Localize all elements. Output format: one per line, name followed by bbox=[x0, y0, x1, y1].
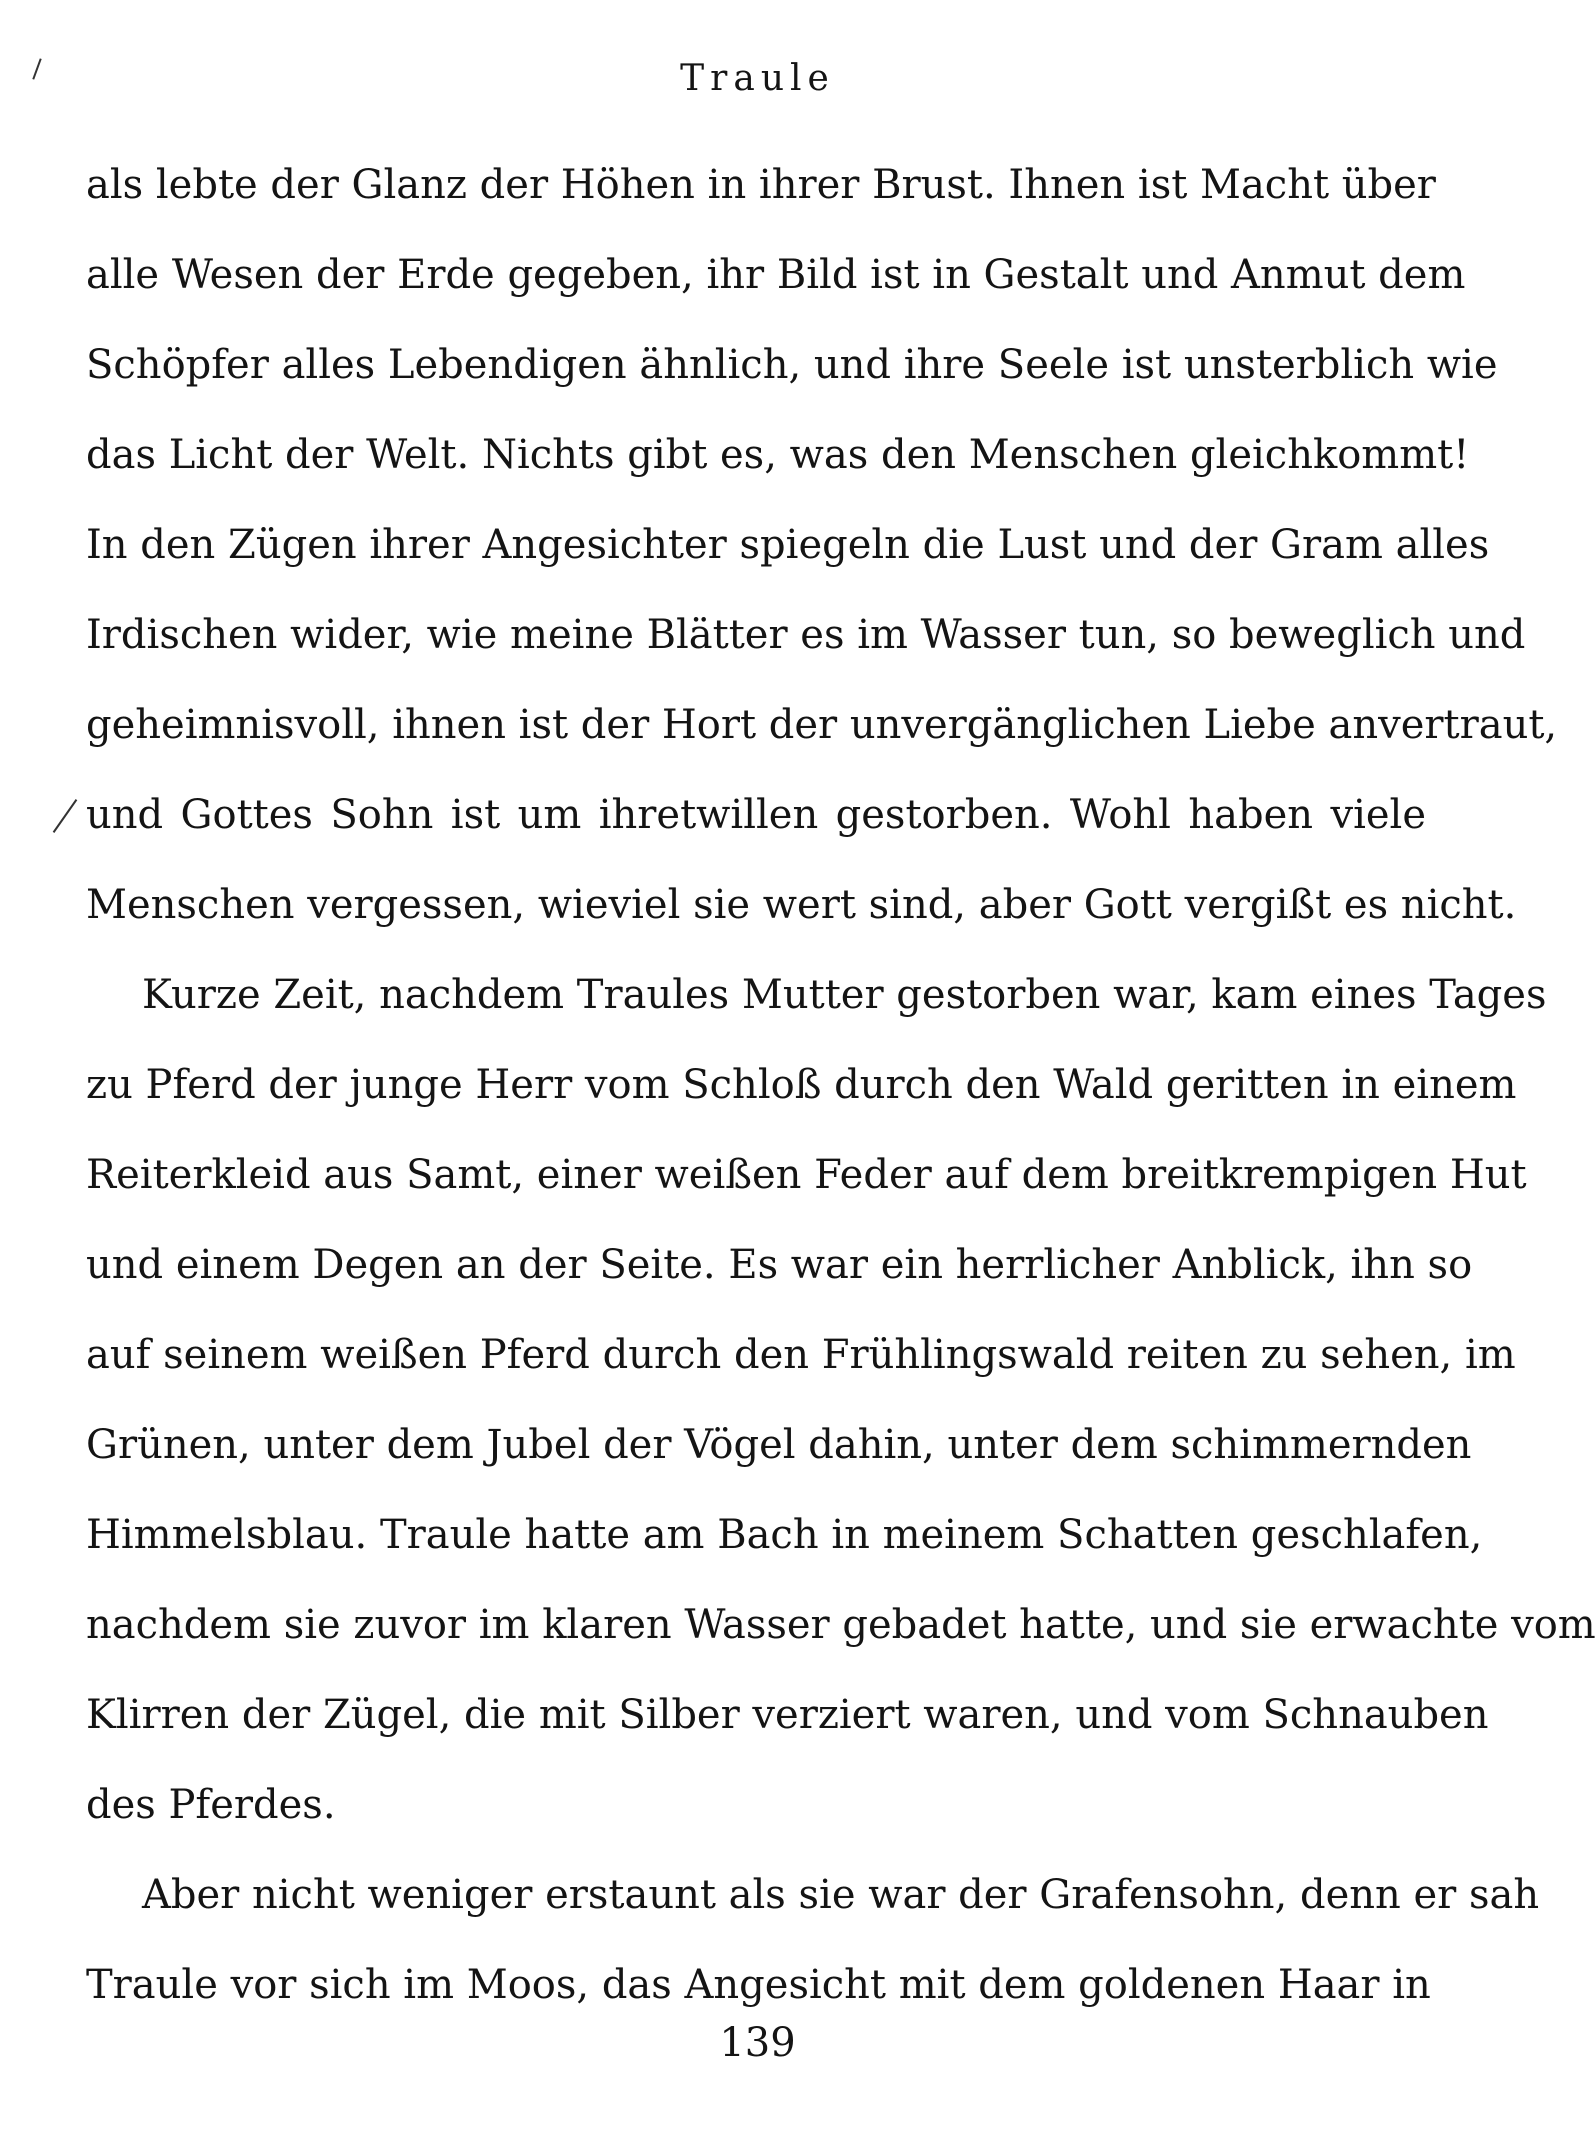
text-line: Irdischen wider, wie meine Blätter es im Wasser tun, so beweglich und bbox=[86, 612, 1526, 658]
text-line: und Gottes Sohn ist um ihretwillen gestorben. Wohl haben viele bbox=[86, 792, 1426, 838]
margin-pencil-mark bbox=[53, 799, 78, 833]
text-line: nachdem sie zuvor im klaren Wasser gebadet hatte, und sie erwachte vom bbox=[86, 1602, 1596, 1648]
text-line: des Pferdes. bbox=[86, 1782, 336, 1828]
text-line: Himmelsblau. Traule hatte am Bach in meinem Schatten geschlafen, bbox=[86, 1512, 1483, 1558]
text-line: und einem Degen an der Seite. Es war ein herrlicher Anblick, ihn so bbox=[86, 1242, 1473, 1288]
text-line: geheimnisvoll, ihnen ist der Hort der unvergänglichen Liebe anvertraut, bbox=[86, 702, 1558, 748]
text-line: alle Wesen der Erde gegeben, ihr Bild ist in Gestalt und Anmut dem bbox=[86, 252, 1466, 298]
text-line: Klirren der Zügel, die mit Silber verziert waren, und vom Schnauben bbox=[86, 1692, 1489, 1738]
text-line: Grünen, unter dem Jubel der Vögel dahin, unter dem schimmernden bbox=[86, 1422, 1472, 1468]
text-line: als lebte der Glanz der Höhen in ihrer Brust. Ihnen ist Macht über bbox=[86, 162, 1436, 208]
paragraph-3 bbox=[86, 1850, 1540, 2030]
text-line: Traule vor sich im Moos, das Angesicht mit dem goldenen Haar in bbox=[86, 1962, 1431, 2008]
text-line: zu Pferd der junge Herr vom Schloß durch den Wald geritten in einem bbox=[86, 1062, 1517, 1108]
paragraph-1 bbox=[86, 140, 1558, 950]
paragraph-2 bbox=[86, 950, 1596, 1850]
text-line: das Licht der Welt. Nichts gibt es, was den Menschen gleichkommt! bbox=[86, 432, 1470, 478]
running-title: Traule bbox=[680, 58, 835, 99]
text-line: Menschen vergessen, wieviel sie wert sind, aber Gott vergißt es nicht. bbox=[86, 882, 1517, 928]
text-line: In den Zügen ihrer Angesichter spiegeln die Lust und der Gram alles bbox=[86, 522, 1490, 568]
body-text bbox=[86, 140, 1596, 2030]
text-line: Kurze Zeit, nachdem Traules Mutter gestorben war, kam eines Tages bbox=[142, 972, 1547, 1018]
text-line: Reiterkleid aus Samt, einer weißen Feder auf dem breitkrempigen Hut bbox=[86, 1152, 1527, 1198]
text-line: auf seinem weißen Pferd durch den Frühlingswald reiten zu sehen, im bbox=[86, 1332, 1516, 1378]
text-line: Schöpfer alles Lebendigen ähnlich, und ihre Seele ist unsterblich wie bbox=[86, 342, 1498, 388]
page-number: 139 bbox=[719, 2020, 796, 2066]
text-line: Aber nicht weniger erstaunt als sie war der Grafensohn, denn er sah bbox=[142, 1872, 1540, 1918]
